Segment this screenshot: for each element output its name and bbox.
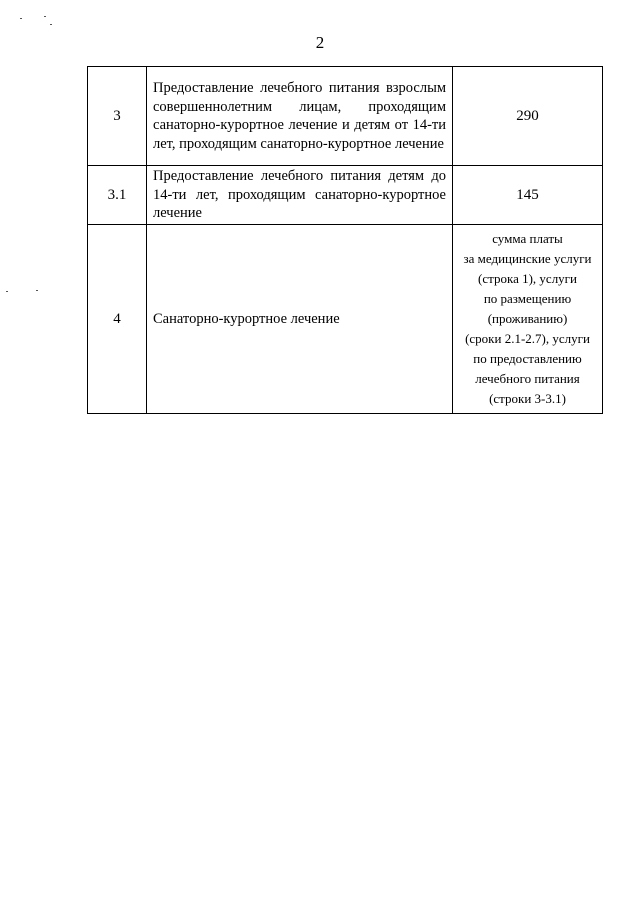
price-note-line: лечебного питания: [475, 371, 580, 386]
service-name: Санаторно-курортное лечение: [147, 225, 453, 414]
row-number: 3: [88, 67, 147, 166]
scan-speck: [20, 18, 22, 19]
table-row: [88, 166, 603, 225]
price-note-line: сумма платы: [492, 231, 563, 246]
price-note-line: (строка 1), услуги: [478, 271, 577, 286]
scan-speck: [44, 16, 46, 17]
service-name: Предоставление лечебного питания детям до 14-ти лет, проходящим санаторно-курортное лечение: [147, 166, 453, 225]
price-note-line: по предоставлению: [473, 351, 582, 366]
price-note-line: (сроки 2.1-2.7), услуги: [465, 331, 590, 346]
table-row: [88, 225, 603, 414]
service-price: 290: [453, 67, 603, 166]
scan-speck: [50, 24, 52, 25]
scan-speck: [36, 290, 38, 291]
table-row: [88, 67, 603, 166]
service-price-note: [453, 225, 603, 414]
tariff-table: [87, 66, 603, 414]
row-number: 4: [88, 225, 147, 414]
page-number: 2: [315, 33, 325, 52]
service-price: 145: [453, 166, 603, 225]
price-note-line: (проживанию): [487, 311, 568, 326]
price-note-line: по размещению: [483, 291, 572, 306]
price-note-line: (строки 3-3.1): [489, 391, 566, 406]
scan-speck: [6, 291, 8, 292]
service-name: Предоставление лечебного питания взрослым совершеннолетним лицам, проходящим санаторно-курортное лечение и детям от 14-ти лет, проходящим санаторно-курортное лечение: [147, 67, 453, 166]
price-note-line: за медицинские услуги: [463, 251, 592, 266]
row-number: 3.1: [88, 166, 147, 225]
